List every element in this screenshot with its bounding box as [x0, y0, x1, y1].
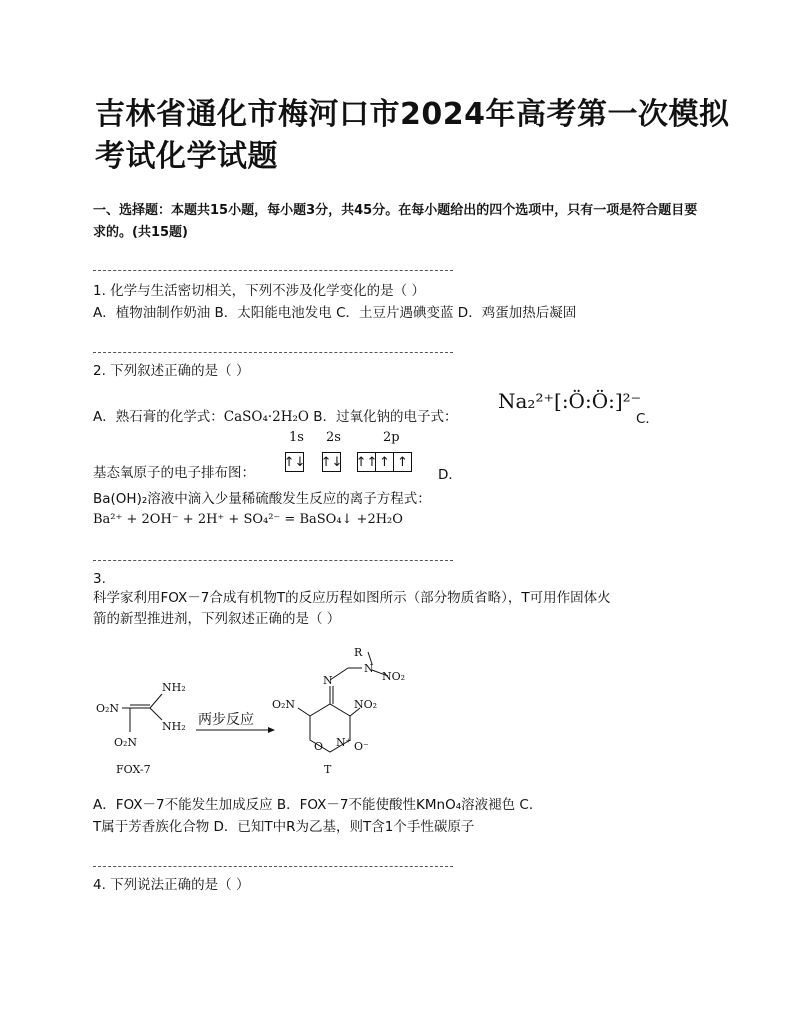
fox7-o2n: O₂N: [96, 702, 120, 715]
orbital-box-1s: [285, 452, 304, 472]
fox7-o2n-bottom: O₂N: [114, 736, 138, 749]
orbital-box-2p: [357, 452, 412, 472]
q1-stem: 1. 化学与生活密切相关，下列不涉及化学变化的是（ ）: [93, 283, 425, 299]
t-imine-n: N: [323, 674, 333, 687]
q3-stem-line1: 科学家利用FOX－7合成有机物T的反应历程如图所示（部分物质省略），T可用作固体火: [93, 590, 611, 606]
q2-option-b-prefix: B．过氧化钠的电子式：: [309, 409, 458, 425]
separator: [93, 352, 453, 353]
orbital-label-1s: 1s: [289, 430, 304, 445]
fox7-nh2-top: NH₂: [162, 681, 186, 694]
orbital-cell: ↑↓: [320, 454, 343, 470]
t-no2-right: NO₂: [354, 698, 378, 711]
q2-option-c-marker: C．: [636, 411, 659, 427]
q2-option-a-formula: CaSO₄·2H₂O: [223, 409, 309, 425]
q1-options: A．植物油制作奶油 B．太阳能电池发电 C．土豆片遇碘变蓝 D．鸡蛋加热后凝固: [93, 305, 577, 321]
orbital-cell: ↑: [397, 454, 408, 470]
q2-option-a-prefix: A．熟石膏的化学式：: [93, 409, 224, 425]
fox7-nh2-bottom: NH₂: [162, 720, 186, 733]
reaction-scheme: [92, 646, 422, 776]
orbital-box-2s: [322, 452, 341, 472]
q2-option-c-prefix: 基态氧原子的电子排布图：: [93, 465, 255, 481]
q3-number: 3.: [93, 571, 106, 587]
orbital-label-2s: 2s: [326, 430, 341, 445]
t-structure: [272, 646, 405, 776]
t-label: T: [324, 763, 332, 776]
t-r-group: R: [354, 646, 363, 659]
page-title: 吉林省通化市梅河口市2024年高考第一次模拟考试化学试题: [95, 97, 730, 174]
q2-option-d-equation: Ba²⁺ + 2OH⁻ + 2H⁺ + SO₄²⁻ = BaSO₄↓ +2H₂O: [93, 512, 403, 527]
t-o-minus: O⁻: [354, 740, 369, 753]
q2-option-d-marker: D．: [438, 467, 462, 483]
q3-stem-line2: 箭的新型推进剂，下列叙述正确的是（ ）: [93, 611, 341, 627]
q3-options-line1: A．FOX－7不能发生加成反应 B．FOX－7不能使酸性KMnO₄溶液褪色 C．: [93, 797, 543, 813]
t-o2n: O₂N: [272, 698, 296, 711]
separator: [93, 866, 453, 867]
fox7-label: FOX-7: [116, 763, 151, 776]
separator: [93, 560, 453, 561]
orbital-cell: ↑: [376, 453, 394, 471]
t-no2-top: NO₂: [382, 670, 406, 683]
q2-stem: 2. 下列叙述正确的是（ ）: [93, 363, 250, 379]
arrow-label: 两步反应: [198, 712, 254, 728]
t-amine-n: N: [364, 662, 374, 675]
orbital-cell: ↑↑: [355, 454, 378, 470]
q4-stem: 4. 下列说法正确的是（ ）: [93, 877, 250, 893]
t-ring-o: O: [314, 740, 324, 753]
q3-options-line2: T属于芳香族化合物 D．已知T中R为乙基，则T含1个手性碳原子: [93, 819, 475, 835]
section-heading: 一、选择题：本题共15小题，每小题3分，共45分。在每小题给出的四个选项中，只有一项是符合题目要求的。(共15题): [93, 203, 698, 240]
sodium-peroxide-formula: Na₂²⁺[:Ö:Ö:]²⁻: [498, 389, 642, 413]
q2-option-a-b: [93, 408, 458, 426]
t-ring-n: N⁺: [336, 736, 352, 749]
reaction-arrow: [196, 711, 275, 733]
fox7-structure: [96, 681, 186, 776]
orbital-cell: ↑↓: [283, 454, 306, 470]
separator: [93, 270, 453, 271]
orbital-label-2p: 2p: [383, 430, 400, 445]
q2-option-d-prefix: Ba(OH)₂溶液中滴入少量稀硫酸发生反应的离子方程式：: [93, 491, 431, 507]
